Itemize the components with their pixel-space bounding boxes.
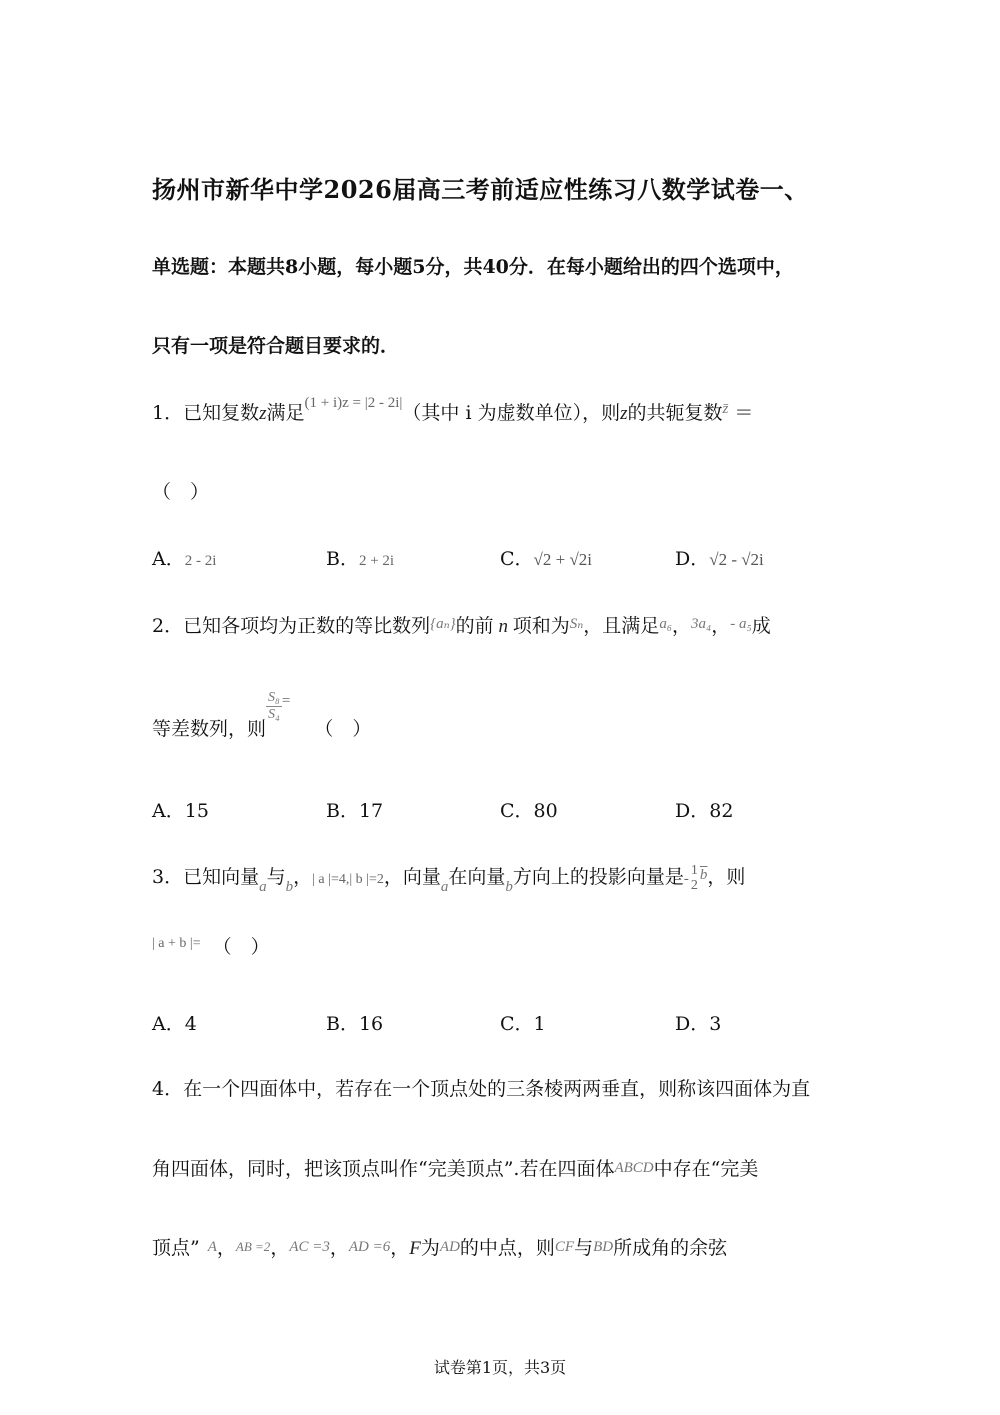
question-4-line1: 4．在一个四面体中，若存在一个顶点处的三条棱两两垂直，则称该四面体为直 — [152, 1078, 811, 1100]
q2-option-a[interactable]: A．15 — [152, 800, 209, 822]
section-instructions-line2: 只有一项是符合题目要求的． — [152, 335, 400, 357]
q3-option-a[interactable]: A．4 — [152, 1013, 197, 1035]
question-2-stem: 2．已知各项均为正数的等比数列$^{\{a_n\}}$的前 n 项和为$^{S_n}$，且满足$^{a_6}$，$^{3a_4}$，$^{- a_5}$成 — [152, 615, 771, 637]
question-4-line2: 角四面体，同时，把该顶点叫作“完美顶点”.若在四面体ABCD中存在“完美 — [152, 1158, 759, 1180]
q1-option-d[interactable]: D．√2 - √2i — [675, 548, 764, 570]
q3-option-d[interactable]: D．3 — [675, 1013, 722, 1035]
q3-option-b[interactable]: B．16 — [326, 1013, 384, 1035]
q1-condition: (1 + i)z = |2 - 2i| — [304, 395, 403, 411]
page-title: 扬州市新华中学2026届高三考前适应性练习八数学试卷一、 — [152, 175, 809, 204]
q2-option-c[interactable]: C．80 — [500, 800, 558, 822]
q2-option-d[interactable]: D．82 — [675, 800, 734, 822]
q1-answer-paren: （ ） — [152, 481, 210, 503]
question-3-line2: $^{| a + b |=}$ （ ） — [152, 936, 270, 958]
page-footer: 试卷第1页，共3页 — [433, 1358, 567, 1377]
q1-option-c[interactable]: C．√2 + √2i — [500, 548, 593, 570]
question-4-line3: 顶点” A，AB =2，AC =3，AD =6，F为AD的中点，则CF与BD所成角的余弦 — [152, 1237, 728, 1259]
section-instructions-line1: 单选题：本题共8小题，每小题5分，共40分．在每小题给出的四个选项中， — [152, 256, 794, 278]
question-3-stem: 3．已知向量$_a$与$_b$，| a |=4,| b |=2，向量$_a$在向量$_b$方向上的投影向量是- 1 2 $^{\overline{b}}$，则 — [152, 862, 746, 895]
q1-option-b[interactable]: B．2 + 2i — [326, 548, 395, 570]
q3-option-c[interactable]: C．1 — [500, 1013, 546, 1035]
q2-fraction: $\frac{\text{S₈}}{\text{S₄}}$ — [268, 690, 280, 722]
question-2-line2: 等差数列，则 $\frac{\text{S₈}}{\text{S₄}}$ = （ ） — [152, 690, 372, 740]
q1-option-a[interactable]: A．2 - 2i — [152, 548, 217, 570]
question-1-stem: 1．已知复数z满足$^{(1 + i)z = |2 - 2i|}$（其中 i 为虚数单位），则z的共轭复数$^{z̄}$ ＝ — [152, 395, 754, 424]
q3-half-fraction: 1 2 — [690, 862, 698, 893]
q2-option-b[interactable]: B．17 — [326, 800, 384, 822]
